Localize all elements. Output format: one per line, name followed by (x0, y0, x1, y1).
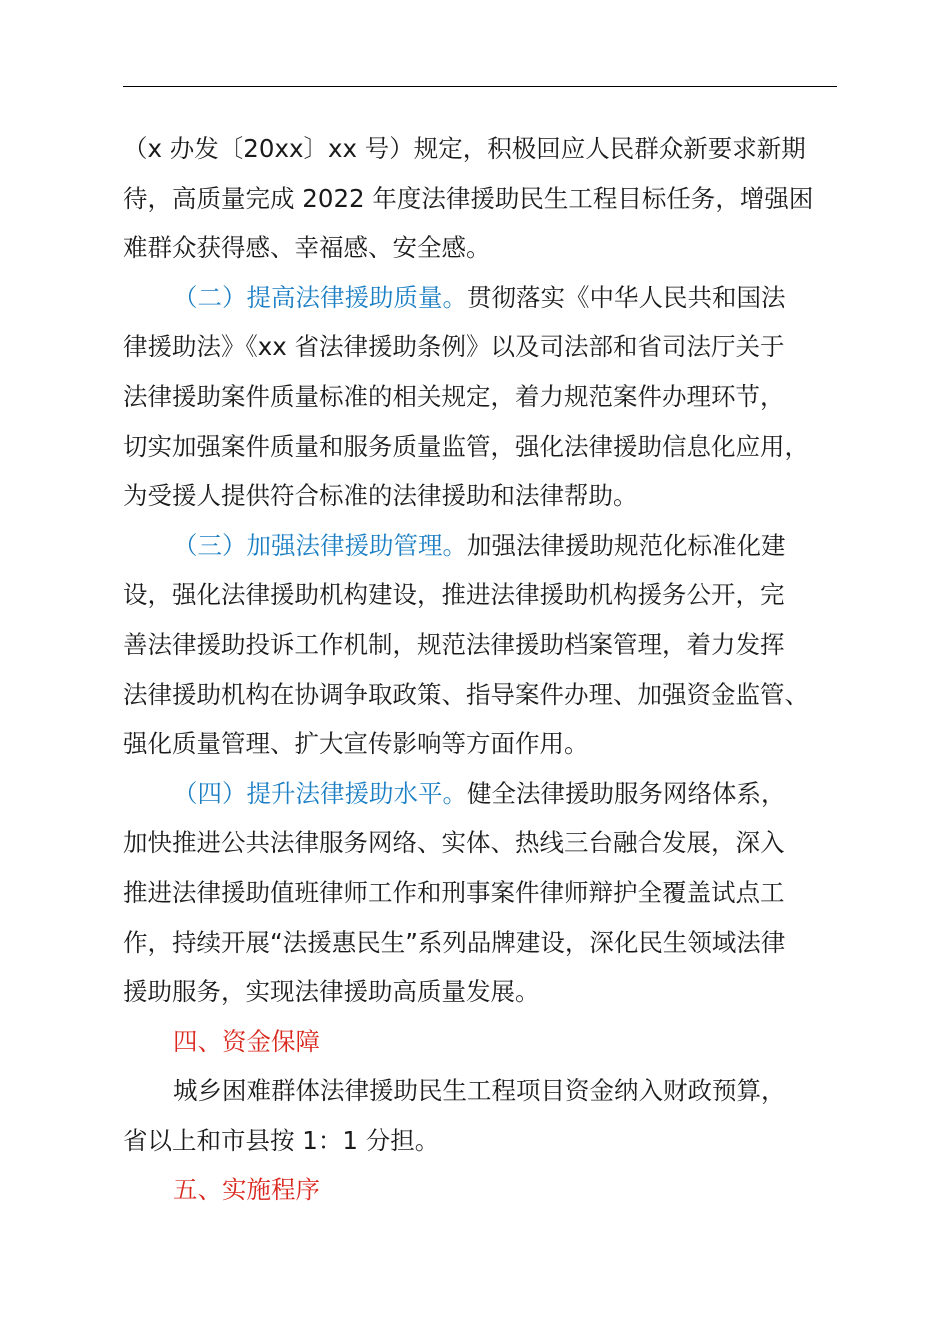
section-improve-quality (123, 273, 839, 521)
section-heading: 四、资金保障 (173, 1026, 320, 1056)
text-line: 法律援助机构在协调争取政策、指导案件办理、加强资金监管、 (123, 679, 809, 709)
text-line: 推进法律援助值班律师工作和刑事案件律师辩护全覆盖试点工 (123, 877, 785, 907)
document-body (123, 124, 839, 1215)
section-strengthen-management (123, 521, 839, 769)
text-line: （x 办发〔20xx〕xx 号）规定，积极回应人民群众新要求新期 (123, 134, 806, 163)
text-span: 健全法律援助服务网络体系， (467, 778, 786, 808)
text-line: 设，强化法律援助机构建设，推进法律援助机构援务公开，完 (123, 580, 785, 610)
text-line: 城乡困难群体法律援助民生工程项目资金纳入财政预算， (173, 1076, 786, 1106)
text-line: 强化质量管理、扩大宣传影响等方面作用。 (123, 729, 589, 759)
text-line: 切实加强案件质量和服务质量监管，强化法律援助信息化应用， (123, 431, 809, 461)
section-funding (123, 1017, 839, 1166)
section-heading: 五、实施程序 (173, 1175, 320, 1205)
text-span: 加强法律援助规范化标准化建 (467, 530, 786, 560)
text-line (123, 273, 839, 323)
text-line: 援助服务，实现法律援助高质量发展。 (123, 977, 540, 1007)
text-line (123, 521, 839, 571)
header-rule (123, 86, 837, 87)
paragraph (123, 124, 839, 273)
text-span: 贯彻落实《中华人民共和国法 (467, 282, 786, 312)
section-procedure (123, 1165, 839, 1215)
text-line: 难群众获得感、幸福感、安全感。 (123, 233, 491, 263)
text-line: 省以上和市县按 1：1 分担。 (123, 1125, 440, 1155)
section-raise-level (123, 769, 839, 1017)
text-line: 待，高质量完成 2022 年度法律援助民生工程目标任务，增强困 (123, 183, 814, 213)
text-line: 善法律援助投诉工作机制，规范法律援助档案管理，着力发挥 (123, 629, 785, 659)
text-line (123, 769, 839, 819)
subheading: （三）加强法律援助管理。 (173, 530, 467, 560)
text-line: 法律援助案件质量标准的相关规定，着力规范案件办理环节， (123, 381, 785, 411)
text-line: 作，持续开展“法援惠民生”系列品牌建设，深化民生领域法律 (123, 927, 786, 957)
text-line: 为受援人提供符合标准的法律援助和法律帮助。 (123, 481, 638, 511)
text-line: 加快推进公共法律服务网络、实体、热线三台融合发展，深入 (123, 828, 785, 858)
text-line: 律援助法》《xx 省法律援助条例》以及司法部和省司法厅关于 (123, 332, 785, 362)
subheading: （二）提高法律援助质量。 (173, 282, 467, 312)
subheading: （四）提升法律援助水平。 (173, 778, 467, 808)
